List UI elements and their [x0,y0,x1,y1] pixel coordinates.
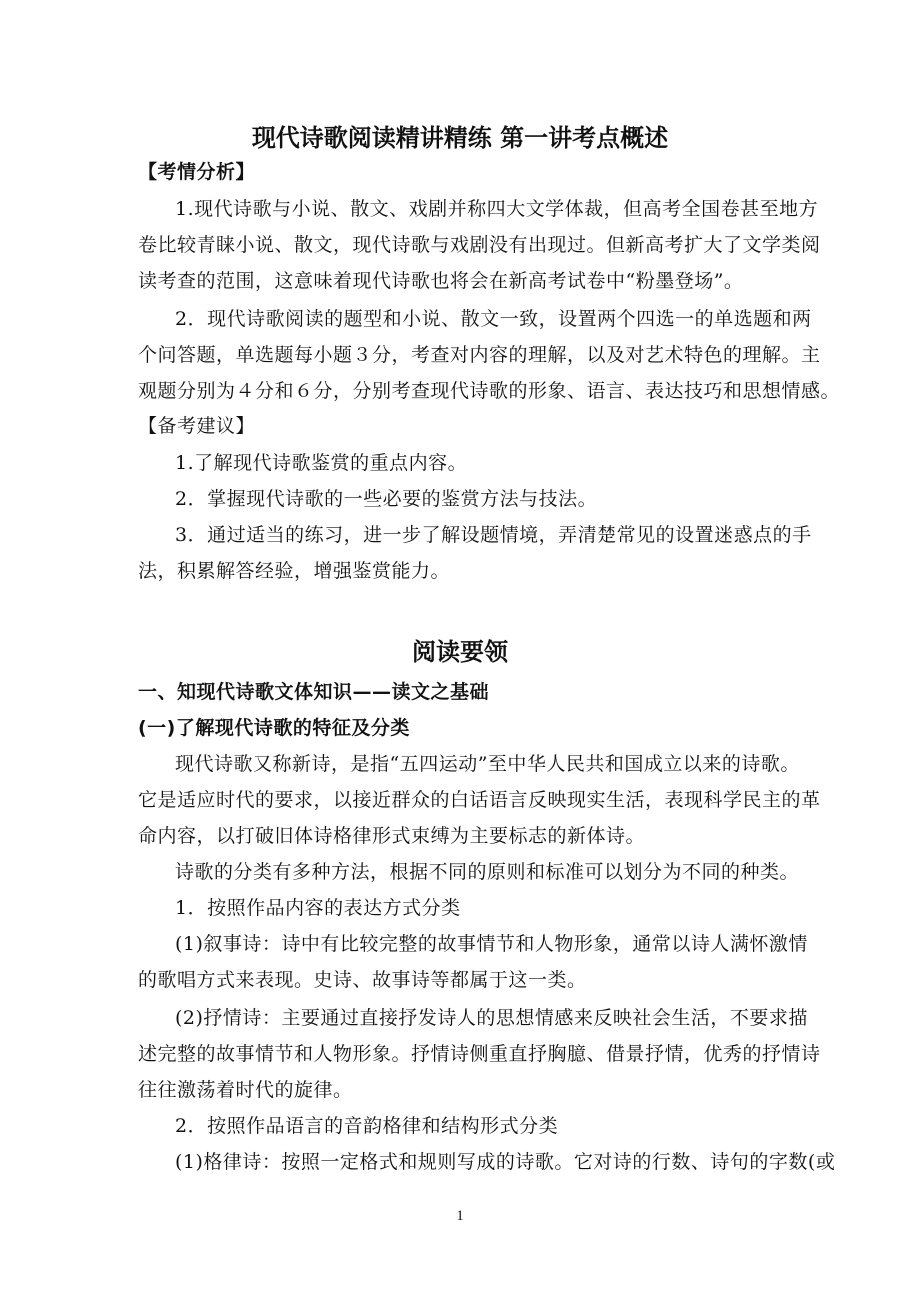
heading-level-2: (一)了解现代诗歌的特征及分类 [138,717,410,739]
section-subtitle: 阅读要领 [412,638,508,666]
paragraph-line: 2．现代诗歌阅读的题型和小说、散文一致，设置两个四选一的单选题和两 [175,308,812,330]
subheading: 1．按照作品内容的表达方式分类 [175,897,461,919]
paragraph-line: 述完整的故事情节和人物形象。抒情诗侧重直抒胸臆、借景抒情，优秀的抒情诗 [138,1043,821,1065]
list-item: 1.了解现代诗歌鉴赏的重点内容。 [175,452,468,474]
paragraph-line: 诗歌的分类有多种方法，根据不同的原则和标准可以划分为不同的种类。 [175,861,800,883]
paragraph-line: 它是适应时代的要求，以接近群众的白话语言反映现实生活，表现科学民主的革 [138,789,821,811]
paragraph-line: 往往激荡着时代的旋律。 [138,1079,353,1101]
paragraph-line: 现代诗歌又称新诗，是指“五四运动”至中华人民共和国成立以来的诗歌。 [175,753,800,775]
heading-level-1: 一、知现代诗歌文体知识——读文之基础 [138,681,490,703]
list-item: 2．掌握现代诗歌的一些必要的鉴赏方法与技法。 [175,488,598,510]
paragraph-line: 命内容，以打破旧体诗格律形式束缚为主要标志的新体诗。 [138,825,646,847]
paragraph-line: 的歌唱方式来表现。史诗、故事诗等都属于这一类。 [138,969,587,991]
subheading: 2．按照作品语言的音韵格律和结构形式分类 [175,1115,559,1137]
paragraph-line: 1.现代诗歌与小说、散文、戏剧并称四大文学体裁，但高考全国卷甚至地方 [175,198,819,220]
document-title: 现代诗歌阅读精讲精练 第一讲考点概述 [251,124,669,152]
paragraph-line: 卷比较青睐小说、散文，现代诗歌与戏剧没有出现过。但新高考扩大了文学类阅 [138,234,821,256]
section-heading-suggestions: 【备考建议】 [138,415,256,437]
page-number: 1 [456,1208,464,1224]
paragraph-line: (1)叙事诗：诗中有比较完整的故事情节和人物形象，通常以诗人满怀激情 [175,933,808,955]
paragraph-line: 个问答题，单选题每小题３分，考查对内容的理解，以及对艺术特色的理解。主 [138,344,821,366]
paragraph-line: 观题分别为４分和６分，分别考查现代诗歌的形象、语言、表达技巧和思想情感。 [138,380,841,402]
paragraph-line: 读考查的范围，这意味着现代诗歌也将会在新高考试卷中“粉墨登场”。 [138,270,744,292]
paragraph-line: (1)格律诗：按照一定格式和规则写成的诗歌。它对诗的行数、诗句的字数(或 [175,1151,836,1173]
paragraph-line: 3．通过适当的练习，进一步了解设题情境，弄清楚常见的设置迷惑点的手 [175,524,812,546]
section-heading-analysis: 【考情分析】 [138,161,256,183]
paragraph-line: 法，积累解答经验，增强鉴赏能力。 [138,560,451,582]
paragraph-line: (2)抒情诗：主要通过直接抒发诗人的思想情感来反映社会生活，不要求描 [175,1007,808,1029]
